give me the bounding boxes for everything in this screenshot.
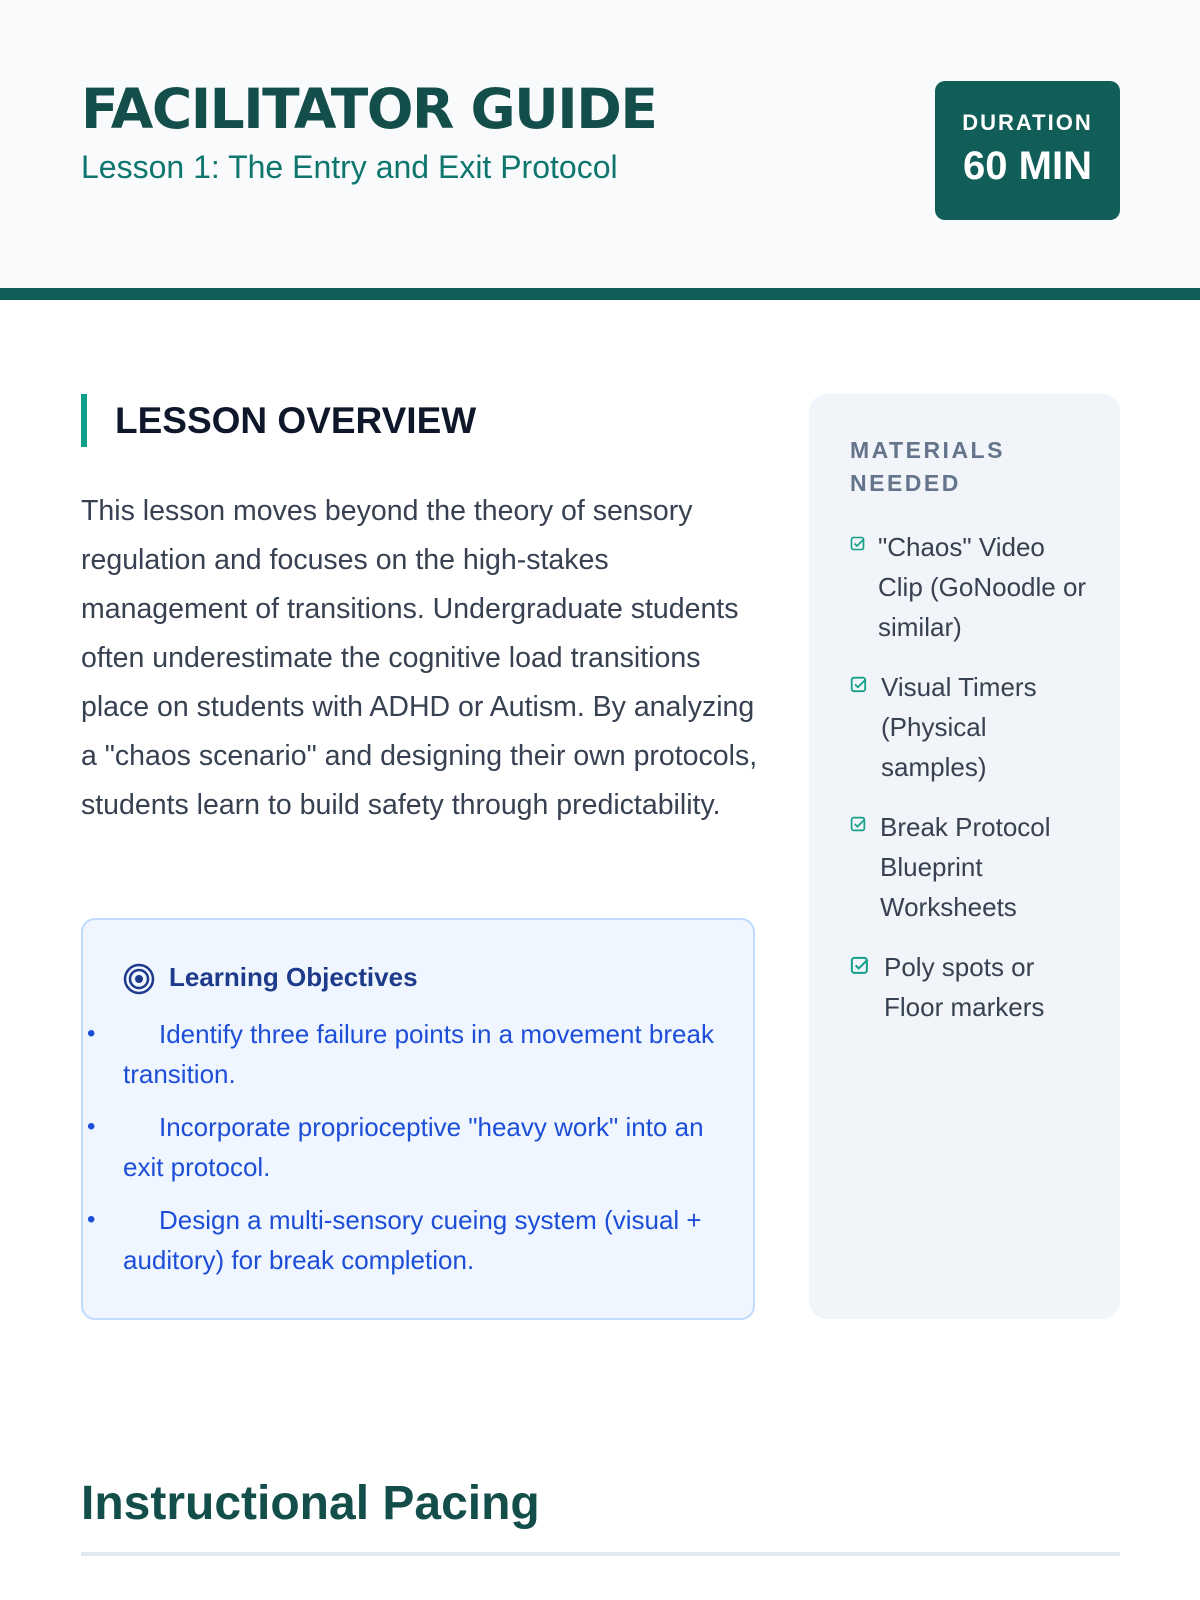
check-square-icon <box>850 536 866 552</box>
objective-item: • Identify three failure points in a movement break transition. <box>123 1014 723 1094</box>
instructional-pacing-heading: Instructional Pacing <box>81 1477 540 1530</box>
material-label: "Chaos" Video Clip (GoNoodle or similar) <box>878 532 1087 642</box>
objective-item: • Design a multi-sensory cueing system (visual + auditory) for break completion. <box>123 1200 723 1280</box>
material-item <box>850 947 1090 1027</box>
check-square-icon <box>850 816 867 833</box>
target-icon <box>123 963 155 995</box>
document-title: FACILITATOR GUIDE <box>81 77 657 141</box>
duration-badge <box>935 81 1120 220</box>
materials-heading: MATERIALS NEEDED <box>850 437 1005 496</box>
section-divider <box>81 1552 1120 1556</box>
materials-needed-card <box>809 394 1120 1319</box>
lesson-overview-heading: LESSON OVERVIEW <box>81 394 476 447</box>
material-item <box>850 667 1090 787</box>
objective-item: • Incorporate proprioceptive "heavy work" into an exit protocol. <box>123 1107 723 1187</box>
material-item <box>850 527 1090 647</box>
lesson-subtitle: Lesson 1: The Entry and Exit Protocol <box>81 149 618 185</box>
learning-objectives-box <box>81 918 755 1320</box>
duration-label: DURATION <box>962 110 1093 135</box>
lesson-overview-text: This lesson moves beyond the theory of sensory regulation and focuses on the high-stakes management of transitions. Undergraduate students often underestimate the cognitive load transitions place on students with ADHD or Autism. By analyzing a "chaos scenario" and designing their own protocols, students learn to build safety through predictability. <box>81 495 758 821</box>
material-label: Visual Timers (Physical samples) <box>881 672 1037 782</box>
learning-objectives-title: Learning Objectives <box>169 962 418 992</box>
material-item <box>850 807 1090 927</box>
check-square-icon <box>850 956 870 976</box>
check-square-icon <box>850 676 868 694</box>
material-label: Break Protocol Blueprint Worksheets <box>880 812 1051 922</box>
guide-header <box>0 0 1200 300</box>
duration-value: 60 MIN <box>963 144 1092 188</box>
material-label: Poly spots or Floor markers <box>884 952 1045 1022</box>
